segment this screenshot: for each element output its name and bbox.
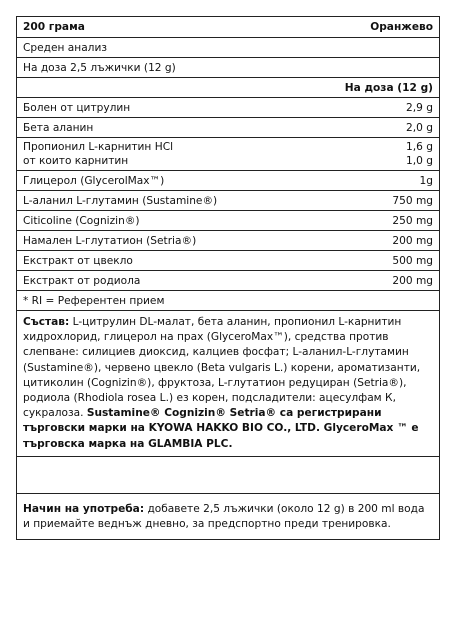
item-value: 1g — [419, 174, 433, 187]
item-name: Пропионил L-карнитин HCl — [23, 141, 174, 153]
item-row — [17, 118, 439, 138]
item-value: 1,6 g — [406, 141, 433, 153]
item-row-multi — [17, 138, 439, 171]
item-value: 250 mg — [392, 214, 433, 227]
column-header-row — [17, 78, 439, 98]
composition-text: L-цитрулин DL-малат, бета аланин, пропионил L-карнитин хидрохлорид, глицерол на прах (GlyceroMax™), средства против слепване: силициев диоксид, калциев фосфат; L-аланил-L-глутамин (Sustamine®), червено цвекло (Beta vulgaris L.) корени, ароматизанти, цитиколин (Cognizin®), фруктоза, L-глутатион редуциран (Setria®), родиола (Rhodiola rosea L.) ез корен, подсладители: ацесулфам К, сукралоза. — [23, 316, 421, 420]
spacer — [17, 457, 439, 494]
item-value: 200 mg — [392, 274, 433, 287]
trademark-text: Sustamine® Cognizin® Setria® са регистрирани търговски марки на KYOWA HAKKO BIO CO., LTD. GlyceroMax ™ е търговска марка на GLAMBIA PLC. — [23, 407, 419, 450]
nutrition-label — [16, 16, 440, 540]
ri-note-row — [17, 291, 439, 311]
item-value: 200 mg — [392, 234, 433, 247]
composition — [17, 311, 439, 457]
ri-note: * RI = Референтен прием — [23, 294, 165, 307]
usage-text: добавете 2,5 лъжички (около 12 g) в 200 ml вода и приемайте веднъж дневно, за предспортно преди тренировка. — [23, 502, 425, 531]
avg-analysis: Среден анализ — [23, 41, 107, 54]
item-name: от които карнитин — [23, 155, 129, 167]
item-value: 750 mg — [392, 194, 433, 207]
item-value: 500 mg — [392, 254, 433, 267]
item-name: Екстракт от цвекло — [23, 254, 133, 267]
avg-analysis-row — [17, 38, 439, 58]
item-row — [17, 231, 439, 251]
item-row — [17, 211, 439, 231]
item-row — [17, 251, 439, 271]
item-name: Болен от цитрулин — [23, 101, 131, 114]
flavor: Оранжево — [370, 21, 433, 33]
usage — [17, 494, 439, 539]
item-value: 2,9 g — [406, 101, 433, 114]
item-row — [17, 98, 439, 118]
item-name: Намален L-глутатион (Setria®) — [23, 234, 197, 247]
column-header: На доза (12 g) — [344, 81, 433, 94]
item-name: Екстракт от родиола — [23, 274, 141, 287]
composition-label: Състав: — [23, 316, 70, 328]
item-name: Глицерол (GlycerolMax™) — [23, 174, 165, 187]
header-row — [17, 17, 439, 38]
serving-row — [17, 58, 439, 78]
usage-label: Начин на употреба: — [23, 502, 145, 515]
item-row — [17, 271, 439, 291]
item-name: Бета аланин — [23, 121, 94, 134]
serving: На доза 2,5 лъжички (12 g) — [23, 61, 176, 74]
item-name: L-аланил L-глутамин (Sustamine®) — [23, 194, 218, 207]
weight: 200 грама — [23, 21, 85, 33]
item-value: 2,0 g — [406, 121, 433, 134]
item-row — [17, 191, 439, 211]
item-name: Citicoline (Cognizin®) — [23, 214, 140, 227]
item-row — [17, 171, 439, 191]
item-value: 1,0 g — [406, 155, 433, 167]
